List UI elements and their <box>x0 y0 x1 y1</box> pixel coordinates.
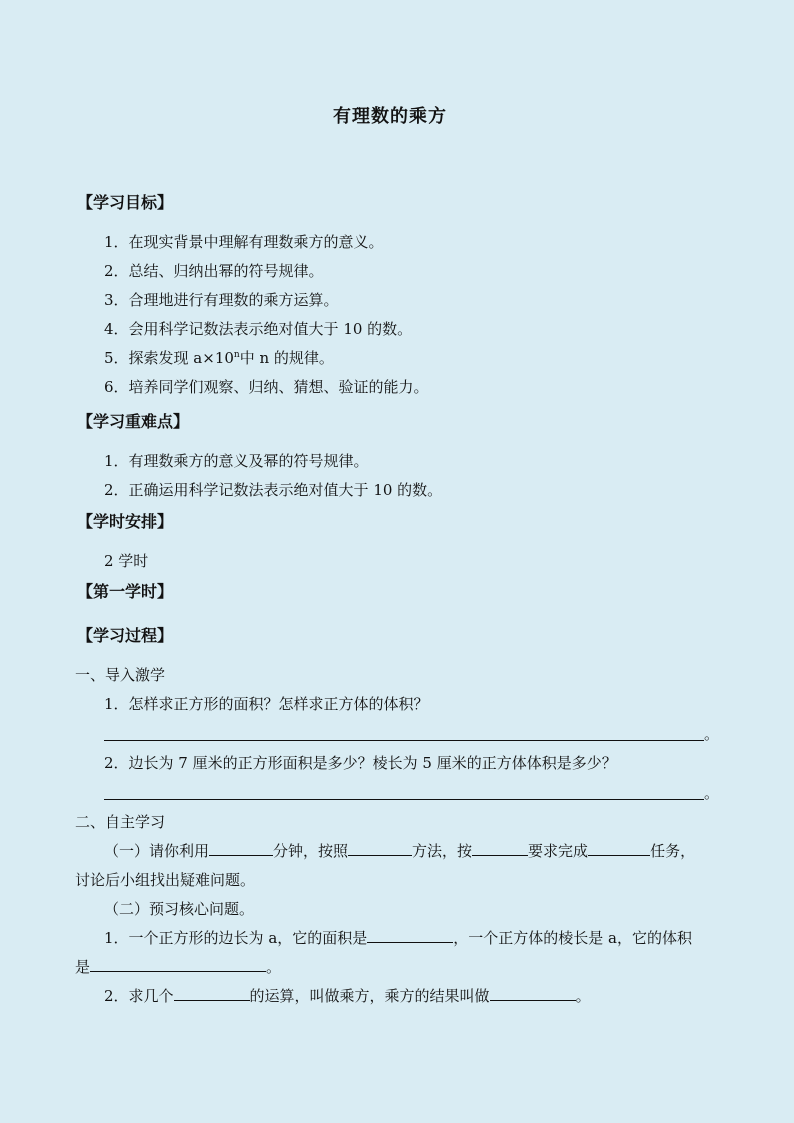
period-mark: 。 <box>704 725 720 743</box>
fill-blank <box>90 957 266 972</box>
fill-blank <box>588 841 650 856</box>
answer-line <box>104 799 704 800</box>
fill-blank <box>490 986 576 1001</box>
section-key-points: 【学习重难点】 <box>77 412 190 431</box>
fill-blank <box>472 841 528 856</box>
fill-blank <box>174 986 250 1001</box>
section-schedule: 【学时安排】 <box>77 512 174 531</box>
question-text: 是 。 <box>75 958 282 976</box>
paragraph: （二）预习核心问题。 <box>104 900 255 918</box>
paragraph: 讨论后小组找出疑难问题。 <box>75 871 256 889</box>
objective-item: 6．培养同学们观察、归纳、猜想、验证的能力。 <box>104 378 429 396</box>
key-point-item: 1．有理数乘方的意义及幂的符号规律。 <box>104 452 369 470</box>
question-text: 2．边长为 7 厘米的正方形面积是多少？棱长为 5 厘米的正方体体积是多少？ <box>104 754 617 772</box>
objective-item: 3．合理地进行有理数的乘方运算。 <box>104 291 339 309</box>
section-objectives: 【学习目标】 <box>77 193 174 212</box>
part2-heading: 二、自主学习 <box>75 813 166 831</box>
fill-blank <box>348 841 412 856</box>
section-process: 【学习过程】 <box>77 626 174 645</box>
page-title: 有理数的乘方 <box>333 106 447 127</box>
question-text: 1．怎样求正方形的面积？怎样求正方体的体积？ <box>104 695 429 713</box>
period-mark: 。 <box>704 784 720 802</box>
answer-line <box>104 740 704 741</box>
objective-item: 5．探索发现 $a\times 10^n$中 n 的规律。 <box>104 349 334 367</box>
schedule-text: 2 学时 <box>104 552 149 570</box>
paragraph: （一）请你利用 分钟，按照 方法，按 要求完成 任务， <box>104 842 696 860</box>
key-point-item: 2．正确运用科学记数法表示绝对值大于 10 的数。 <box>104 481 443 499</box>
question-text: 1．一个正方形的边长为 a，它的面积是 ，一个正方体的棱长是 a，它的体积 <box>104 929 692 947</box>
objective-item: 1．在现实背景中理解有理数乘方的意义。 <box>104 233 384 251</box>
fill-blank <box>209 841 273 856</box>
fill-blank <box>367 928 453 943</box>
objective-item: 4．会用科学记数法表示绝对值大于 10 的数。 <box>104 320 413 338</box>
objective-item: 2．总结、归纳出幂的符号规律。 <box>104 262 324 280</box>
section-first-period: 【第一学时】 <box>77 582 174 601</box>
part1-heading: 一、导入激学 <box>75 666 166 684</box>
question-text: 2．求几个 的运算，叫做乘方，乘方的结果叫做 。 <box>104 987 591 1005</box>
